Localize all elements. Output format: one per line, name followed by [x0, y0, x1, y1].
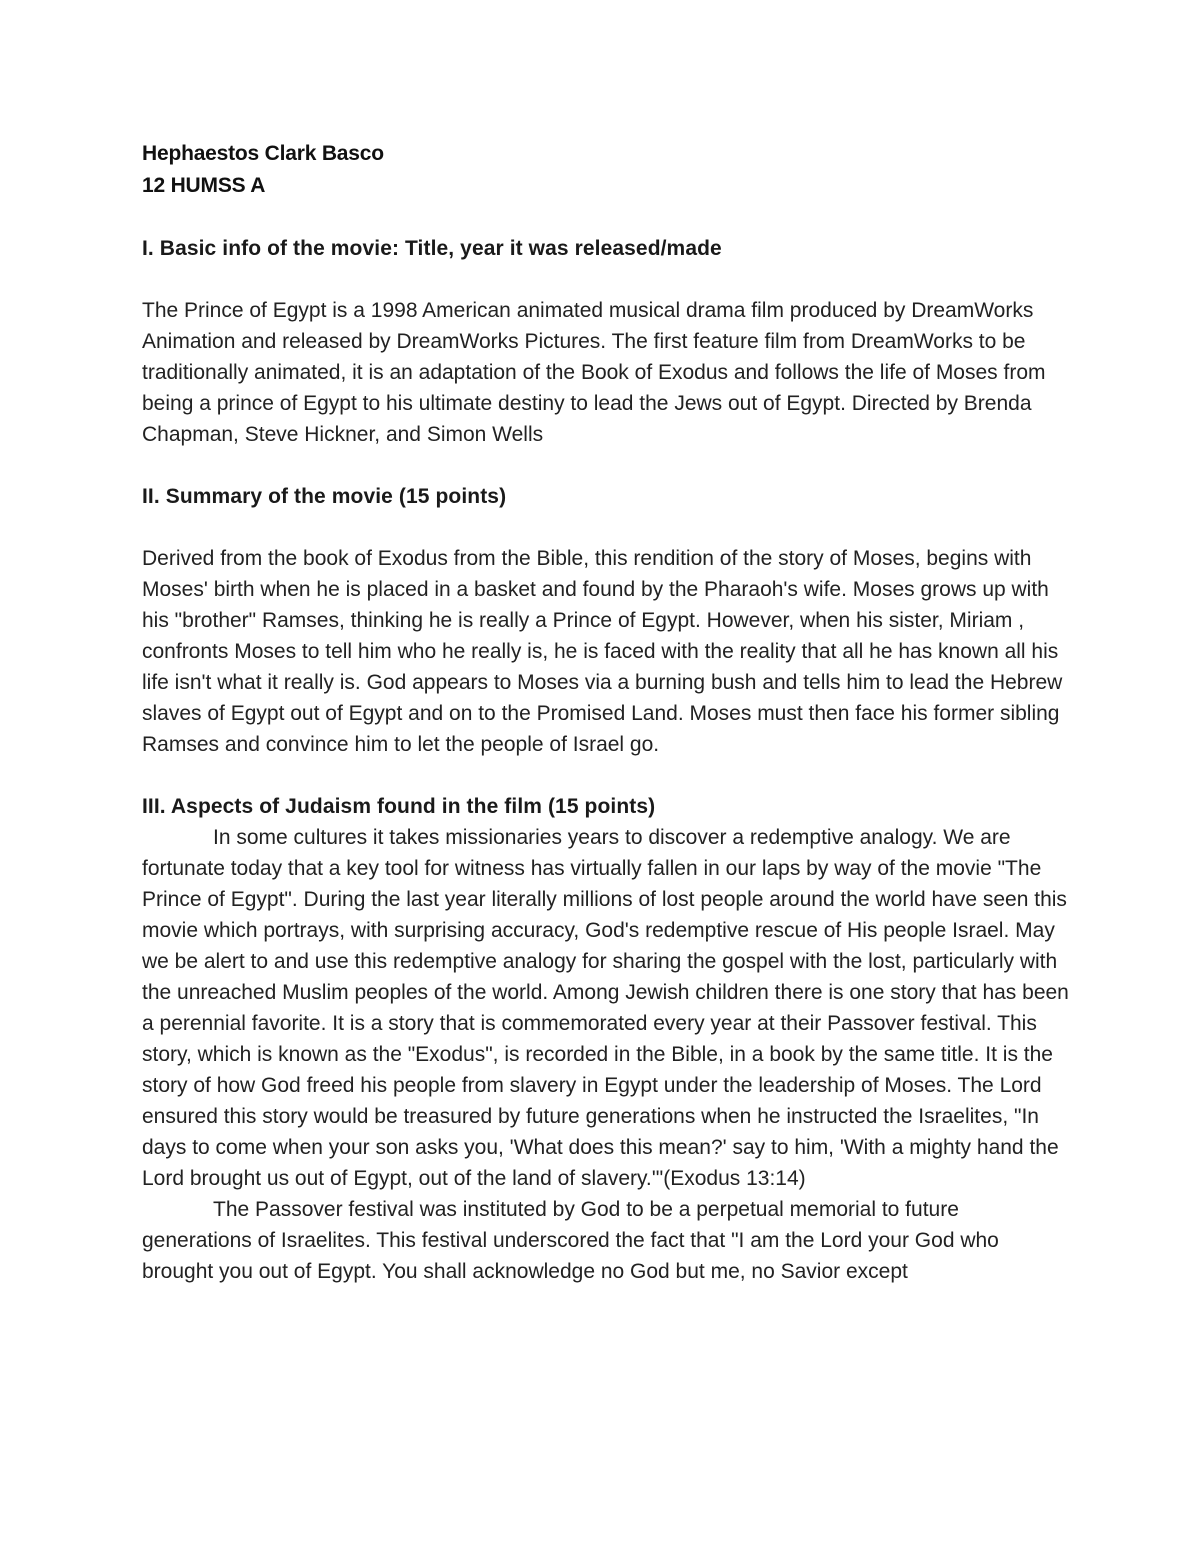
section-1-heading: I. Basic info of the movie: Title, year it was released/made	[142, 237, 722, 260]
section-2-heading: II. Summary of the movie (15 points)	[142, 485, 507, 508]
author-name: Hephaestos Clark Basco	[142, 142, 384, 165]
section-3-paragraph-2: The Passover festival was instituted by God to be a perpetual memorial to future generations of Israelites. This festival underscored the fact that "I am the Lord your God who brought you out of Egypt. You shall acknowledge no God but me, no Savior except	[142, 1198, 999, 1283]
section-2-paragraph: Derived from the book of Exodus from the Bible, this rendition of the story of Moses, begins with Moses' birth when he is placed in a basket and found by the Pharaoh's wife. Moses grows up with his "brother" Ramses, thinking he is really a Prince of Egypt. However, when his sister, Miriam , confronts Moses to tell him who he really is, he is faced with the reality that all he has known all his life isn't what it really is. God appears to Moses via a burning bush and tells him to lead the Hebrew slaves of Egypt out of Egypt and on to the Promised Land. Moses must then face his former sibling Ramses and convince him to let the people of Israel go.	[142, 547, 1063, 756]
author-section: 12 HUMSS A	[142, 174, 266, 197]
document-page	[142, 138, 1072, 1287]
section-3-heading: III. Aspects of Judaism found in the film (15 points)	[142, 795, 656, 818]
author-block	[142, 138, 1072, 202]
section-3-paragraph-1: In some cultures it takes missionaries years to discover a redemptive analogy. We are fortunate today that a key tool for witness has virtually fallen in our laps by way of the movie "The Prince of Egypt". During the last year literally millions of lost people around the world have seen this movie which portrays, with surprising accuracy, God's redemptive rescue of His people Israel. May we be alert to and use this redemptive analogy for sharing the gospel with the lost, particularly with the unreached Muslim peoples of the world. Among Jewish children there is one story that has been a perennial favorite. It is a story that is commemorated every year at their Passover festival. This story, which is known as the "Exodus", is recorded in the Bible, in a book by the same title. It is the story of how God freed his people from slavery in Egypt under the leadership of Moses. The Lord ensured this story would be treasured by future generations when he instructed the Israelites, "In days to come when your son asks you, 'What does this mean?' say to him, 'With a mighty hand the Lord brought us out of Egypt, out of the land of slavery.'"(Exodus 13:14)	[142, 826, 1069, 1190]
section-1-paragraph: The Prince of Egypt is a 1998 American animated musical drama film produced by DreamWorks Animation and released by DreamWorks Pictures. The first feature film from DreamWorks to be traditionally animated, it is an adaptation of the Book of Exodus and follows the life of Moses from being a prince of Egypt to his ultimate destiny to lead the Jews out of Egypt. Directed by Brenda Chapman, Steve Hickner, and Simon Wells	[142, 299, 1046, 446]
